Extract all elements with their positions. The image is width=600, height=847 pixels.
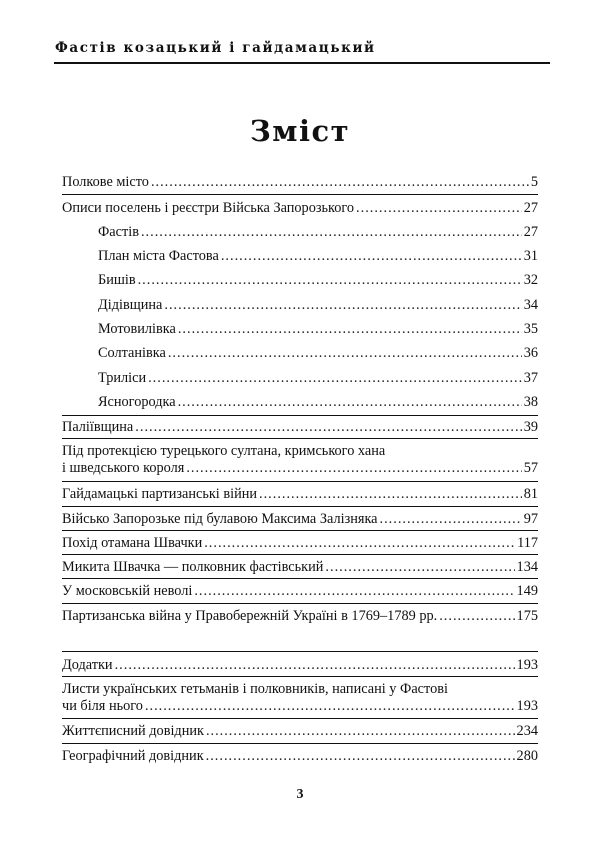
dot-leader: [206, 748, 515, 765]
toc-entry-title: Додатки: [62, 657, 113, 673]
toc-divider: [62, 481, 538, 482]
toc-subentry[interactable]: [98, 272, 538, 289]
toc-page-number: 149: [516, 583, 538, 599]
toc-divider: [62, 743, 538, 744]
toc-page-number: 36: [523, 345, 538, 361]
toc-page-number: 31: [523, 248, 538, 264]
toc-divider: [62, 506, 538, 507]
page-title: Зміст: [249, 114, 351, 148]
toc-divider: [62, 718, 538, 719]
dot-leader: [151, 174, 529, 191]
toc-entry[interactable]: [62, 200, 538, 217]
toc-entry-title-line2: і шведського короля: [62, 460, 185, 476]
toc-divider: [62, 530, 538, 531]
toc-entry[interactable]: [62, 174, 538, 191]
dot-leader: [259, 486, 522, 503]
dot-leader: [325, 559, 514, 576]
toc-entry-title: Військо Запорозьке під булавою Максима Залізняка: [62, 511, 378, 527]
toc-page-number: 97: [523, 511, 538, 527]
toc-subentry[interactable]: [98, 321, 538, 338]
toc-page-number: 81: [523, 486, 538, 502]
toc-page-number: 38: [523, 394, 538, 410]
toc-subentry[interactable]: [98, 345, 538, 362]
dot-leader: [115, 657, 515, 674]
dot-leader: [145, 698, 515, 715]
dot-leader: [178, 321, 522, 338]
toc-entry-title: Паліївщина: [62, 419, 134, 435]
toc-entry[interactable]: [62, 559, 538, 576]
toc-page-number: 32: [523, 272, 538, 288]
toc-page-number: 27: [523, 200, 538, 216]
toc-entry[interactable]: [62, 511, 538, 528]
running-head: Фастів козацький і гайдамацький: [55, 40, 376, 56]
toc-entry[interactable]: [62, 583, 538, 600]
dot-leader: [178, 394, 522, 411]
toc-entry-title: Полкове місто: [62, 174, 149, 190]
toc-entry-title: Солтанівка: [98, 345, 166, 361]
toc-entry[interactable]: [62, 443, 538, 477]
toc-page-number: 5: [530, 174, 538, 190]
toc-entry-title: План міста Фастова: [98, 248, 219, 264]
dot-leader: [206, 723, 515, 740]
toc-entry-title-line1: Під протекцією турецького султана, кримського хана: [62, 443, 386, 459]
toc-entry-title: Гайдамацькі партизанські війни: [62, 486, 258, 502]
toc-divider: [62, 415, 538, 416]
toc-entry[interactable]: [62, 681, 538, 715]
toc-divider: [62, 578, 538, 579]
page-number: 3: [296, 787, 304, 802]
toc-entry[interactable]: [62, 419, 538, 436]
toc-page-number: 57: [523, 460, 538, 476]
toc-entry-title: Партизанська війна у Правобережній Україні в 1769–1789 рр.: [62, 608, 438, 624]
dot-leader: [168, 345, 522, 362]
toc-entry-title: Бишів: [98, 272, 136, 288]
toc-entry-title: Життєписний довідник: [62, 723, 204, 739]
toc-entry-title: Триліси: [98, 370, 147, 386]
toc-entry[interactable]: [62, 748, 538, 765]
toc-entry-title: Географічний довідник: [62, 748, 204, 764]
toc-page-number: 35: [523, 321, 538, 337]
dot-leader: [148, 370, 522, 387]
toc-divider: [62, 438, 538, 439]
toc-page-number: 193: [516, 698, 538, 714]
toc-entry-title: Фастів: [98, 224, 139, 240]
toc-subentry[interactable]: [98, 370, 538, 387]
toc-divider: [62, 603, 538, 604]
toc-subentry[interactable]: [98, 394, 538, 411]
dot-leader: [141, 224, 522, 241]
dot-leader: [186, 460, 521, 477]
header-rule: [54, 62, 550, 64]
toc-entry-title: Мотовилівка: [98, 321, 176, 337]
toc-entry-title: Похід отамана Швачки: [62, 535, 203, 551]
dot-leader: [135, 419, 521, 436]
toc-page-number: 34: [523, 297, 538, 313]
toc-page-number: 134: [516, 559, 538, 575]
dot-leader: [439, 608, 514, 625]
toc-divider: [62, 194, 538, 195]
toc-entry-title: Дідівщина: [98, 297, 163, 313]
toc-entry[interactable]: [62, 486, 538, 503]
toc-entry-title: Описи поселень і реєстри Війська Запорозького: [62, 200, 355, 216]
toc-entry[interactable]: [62, 535, 538, 552]
toc-subentry[interactable]: [98, 248, 538, 265]
dot-leader: [164, 297, 521, 314]
toc-page-number: 27: [523, 224, 538, 240]
toc-divider: [62, 676, 538, 677]
toc-divider: [62, 554, 538, 555]
toc-divider: [62, 651, 538, 652]
dot-leader: [356, 200, 522, 217]
toc-page-number: 193: [516, 657, 538, 673]
toc-subentry[interactable]: [98, 224, 538, 241]
toc-entry-title: Микита Швачка — полковник фастівський: [62, 559, 324, 575]
toc-entry[interactable]: [62, 657, 538, 674]
dot-leader: [204, 535, 515, 552]
toc-page-number: 37: [523, 370, 538, 386]
dot-leader: [138, 272, 522, 289]
toc-page-number: 234: [516, 723, 538, 739]
toc-entry-title-line1: Листи українських гетьманів і полковників, написані у Фастові: [62, 681, 448, 697]
toc-entry[interactable]: [62, 723, 538, 740]
toc-page-number: 39: [523, 419, 538, 435]
toc-subentry[interactable]: [98, 297, 538, 314]
toc-entry-title: У московській неволі: [62, 583, 193, 599]
toc-entry[interactable]: [62, 608, 538, 625]
toc-entry-title: Ясногородка: [98, 394, 176, 410]
toc-entry-title-line2: чи біля нього: [62, 698, 143, 714]
dot-leader: [194, 583, 514, 600]
dot-leader: [221, 248, 522, 265]
dot-leader: [380, 511, 522, 528]
toc-page-number: 175: [516, 608, 538, 624]
toc-page-number: 117: [517, 535, 538, 551]
toc-page-number: 280: [516, 748, 538, 764]
